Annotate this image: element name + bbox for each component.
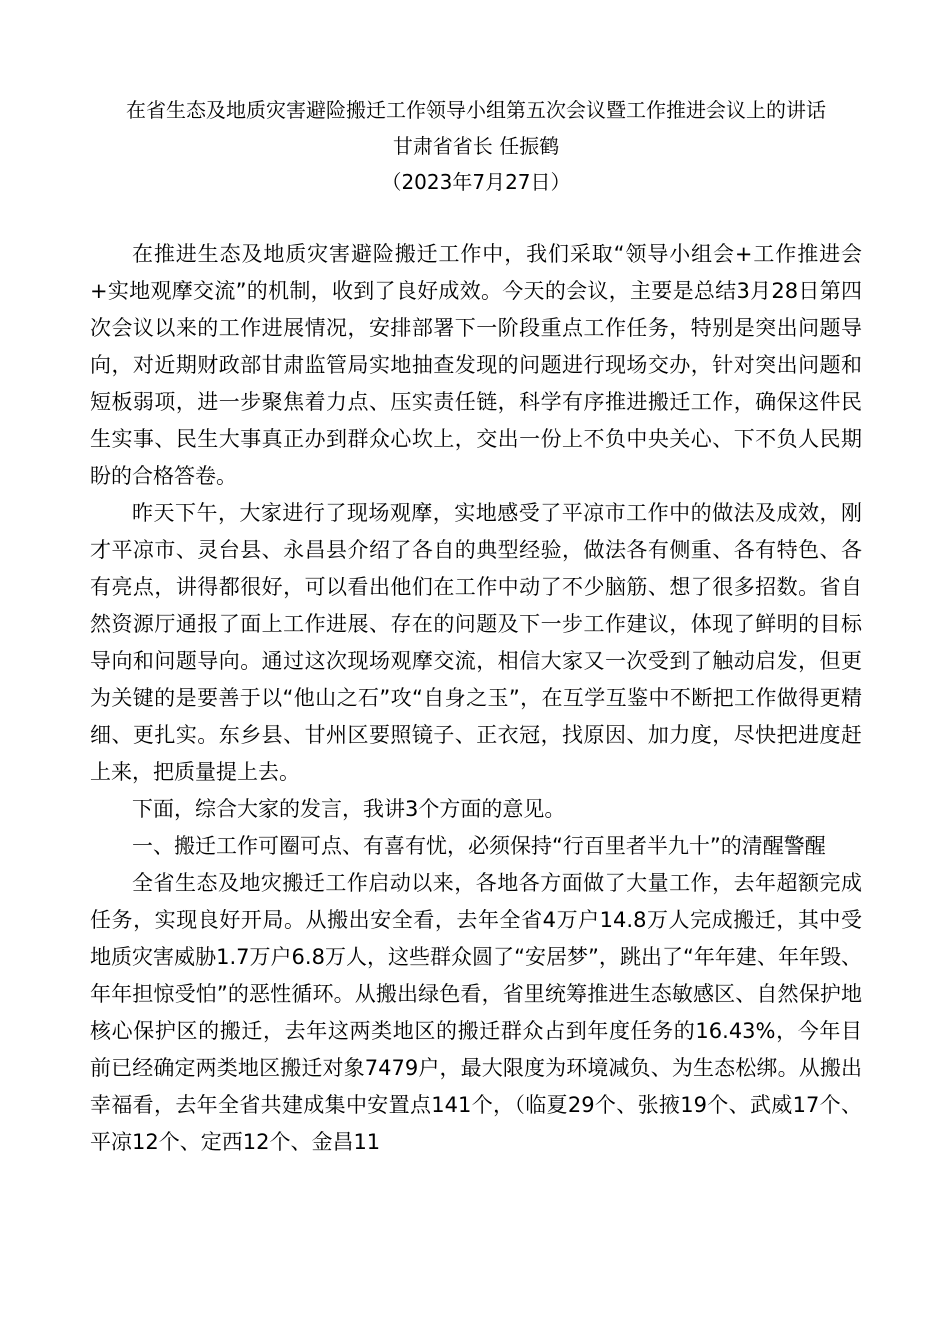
section-heading-1: 一、搬迁工作可圈可点、有喜有忧，必须保持“行百里者半九十”的清醒警醒 <box>132 834 826 858</box>
paragraph-observation: 昨天下午，大家进行了现场观摩，实地感受了平凉市工作中的做法及成效，刚才平凉市、灵台县、永昌县介绍了各自的典型经验，做法各有侧重、各有特色、各有亮点，讲得都很好，可以看出他们在工作中动了不少脑筋、想了很多招数。省自然资源厅通报了面上工作进展、存在的问题及下一步工作建议，体现了鲜明的目标导向和问题导向。通过这次现场观摩交流，相信大家又一次受到了触动启发，但更为关键的是要善于以“他山之石”攻“自身之玉”，在互学互鉴中不断把工作做得更精细、更扎实。东乡县、甘州区要照镜子、正衣冠，找原因、加力度，尽快把进度赶上来，把质量提上去。 <box>90 501 862 784</box>
document-title: 在省生态及地质灾害避险搬迁工作领导小组第五次会议暨工作推进会议上的讲话 <box>126 98 826 122</box>
paragraph-intro: 在推进生态及地质灾害避险搬迁工作中，我们采取“领导小组会+工作推进会+实地观摩交流”的机制，收到了良好成效。今天的会议，主要是总结3月28日第四次会议以来的工作进展情况，安排部署下一阶段重点工作任务，特别是突出问题导向，对近期财政部甘肃监管局实地抽查发现的问题进行现场交办，针对突出问题和短板弱项，进一步聚焦着力点、压实责任链，科学有序推进搬迁工作，确保这件民生实事、民生大事真正办到群众心坎上，交出一份上不负中央关心、下不负人民期盼的合格答卷。 <box>90 242 862 488</box>
document-author: 甘肃省省长 任振鹤 <box>392 134 560 158</box>
document-date: （2023年7月27日） <box>381 170 571 194</box>
paragraph-section1: 全省生态及地灾搬迁工作启动以来，各地各方面做了大量工作，去年超额完成任务，实现良好开局。从搬出安全看，去年全省4万户14.8万人完成搬迁，其中受地质灾害威胁1.7万户6.8万人，这些群众圆了“安居梦”，跳出了“年年建、年年毁、年年担惊受怕”的恶性循环。从搬出绿色看，省里统筹推进生态敏感区、自然保护地核心保护区的搬迁，去年这两类地区的搬迁群众占到年度任务的16.43%，今年目前已经确定两类地区搬迁对象7479户，最大限度为环境减负、为生态松绑。从搬出幸福看，去年全省共建成集中安置点141个，（临夏29个、张掖19个、武威17个、平凉12个、定西12个、金昌11 <box>90 871 862 1154</box>
paragraph-outline: 下面，综合大家的发言，我讲3个方面的意见。 <box>132 797 566 821</box>
document-page <box>90 92 862 1161</box>
